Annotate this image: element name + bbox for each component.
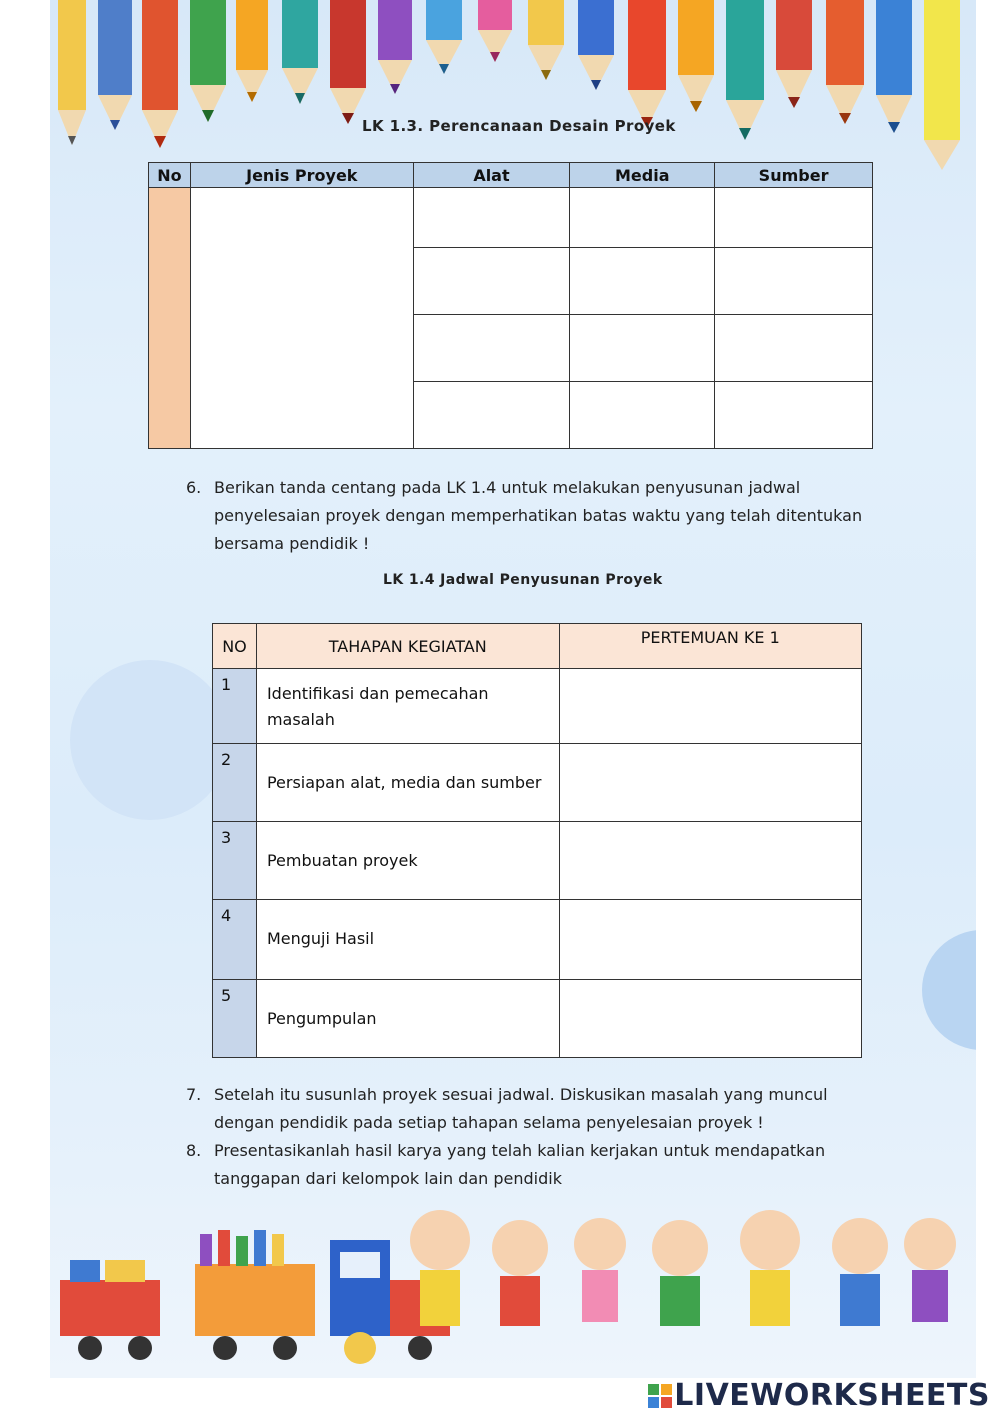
instruction-number: 7. <box>186 1085 202 1104</box>
pencil-icon <box>58 0 86 145</box>
train-icon <box>60 1230 450 1364</box>
source-cell[interactable] <box>715 248 873 315</box>
instruction-line: Setelah itu susunlah proyek sesuai jadwal. Diskusikan masalah yang muncul <box>214 1085 828 1104</box>
stage-label: Menguji Hasil <box>256 900 559 980</box>
children-train-illustration <box>50 1200 976 1378</box>
pencil-icon <box>876 0 912 133</box>
meeting-check-cell[interactable] <box>559 669 861 744</box>
row-number: 5 <box>213 980 257 1058</box>
bubble-decoration <box>70 660 230 820</box>
meeting-check-cell[interactable] <box>559 822 861 900</box>
pencil-icon <box>98 0 132 130</box>
lk13-title: LK 1.3. Perencanaan Desain Proyek <box>362 117 676 135</box>
instruction-line: Berikan tanda centang pada LK 1.4 untuk melakukan penyusunan jadwal <box>214 478 801 497</box>
column-header-source: Sumber <box>715 163 873 188</box>
column-header-no: No <box>149 163 191 188</box>
lk14-schedule-table <box>212 623 862 1058</box>
pencil-icon <box>190 0 226 122</box>
instruction-item-8 <box>186 1137 870 1193</box>
pencil-icon <box>478 0 512 62</box>
tools-cell[interactable] <box>413 315 570 382</box>
table-row <box>213 900 862 980</box>
source-cell[interactable] <box>715 315 873 382</box>
row-number: 2 <box>213 744 257 822</box>
children-icon <box>410 1210 956 1326</box>
pencil-icon <box>578 0 614 90</box>
row-number: 1 <box>213 669 257 744</box>
stage-label: Pengumpulan <box>256 980 559 1058</box>
source-cell[interactable] <box>715 188 873 248</box>
pencil-icon <box>726 0 764 140</box>
meeting-check-cell[interactable] <box>559 900 861 980</box>
pencil-icon <box>378 0 412 94</box>
bubble-decoration <box>922 930 976 1050</box>
meeting-check-cell[interactable] <box>559 980 861 1058</box>
instruction-item-7 <box>186 1081 870 1137</box>
instruction-line: dengan pendidik pada setiap tahapan selama penyelesaian proyek ! <box>214 1113 764 1132</box>
table-header-row <box>149 163 873 188</box>
media-cell[interactable] <box>570 248 715 315</box>
stage-label: Pembuatan proyek <box>256 822 559 900</box>
lk14-title: LK 1.4 Jadwal Penyusunan Proyek <box>383 572 663 588</box>
table-row <box>213 744 862 822</box>
instruction-number: 8. <box>186 1141 202 1160</box>
pencil-icon <box>776 0 812 108</box>
table-row <box>213 822 862 900</box>
table-header-row <box>213 624 862 669</box>
pencil-icon <box>678 0 714 112</box>
column-header-tools: Alat <box>413 163 570 188</box>
stage-label: Persiapan alat, media dan sumber <box>256 744 559 822</box>
instruction-line: penyelesaian proyek dengan memperhatikan batas waktu yang telah ditentukan <box>214 506 863 525</box>
pencil-icon <box>426 0 462 74</box>
table-row <box>213 980 862 1058</box>
no-cell[interactable] <box>149 188 191 449</box>
table-row <box>213 669 862 744</box>
instruction-line: Presentasikanlah hasil karya yang telah kalian kerjakan untuk mendapatkan <box>214 1141 826 1160</box>
row-number: 4 <box>213 900 257 980</box>
meeting-check-cell[interactable] <box>559 744 861 822</box>
table-row <box>149 188 873 248</box>
pencils-decoration <box>50 0 976 170</box>
media-cell[interactable] <box>570 382 715 449</box>
column-header-no: NO <box>213 624 257 669</box>
stage-label: Identifikasi dan pemecahan masalah <box>256 669 559 744</box>
instruction-item-6 <box>186 474 870 558</box>
column-header-media: Media <box>570 163 715 188</box>
liveworksheets-logo <box>648 1378 990 1413</box>
liveworksheets-logo-icon <box>648 1384 672 1408</box>
tools-cell[interactable] <box>413 248 570 315</box>
source-cell[interactable] <box>715 382 873 449</box>
tools-cell[interactable] <box>413 382 570 449</box>
pencil-icon <box>236 0 268 102</box>
pencil-icon <box>330 0 366 124</box>
row-number: 3 <box>213 822 257 900</box>
lk13-project-design-table <box>148 162 873 449</box>
tools-cell[interactable] <box>413 188 570 248</box>
instruction-number: 6. <box>186 478 202 497</box>
instruction-line: bersama pendidik ! <box>214 534 370 553</box>
media-cell[interactable] <box>570 188 715 248</box>
column-header-meeting: PERTEMUAN KE 1 <box>559 624 861 669</box>
pencil-icon <box>924 0 960 170</box>
pencil-icon <box>826 0 864 124</box>
pencil-icon <box>142 0 178 148</box>
column-header-project-type: Jenis Proyek <box>190 163 413 188</box>
pencil-icon <box>528 0 564 80</box>
pencil-icon <box>628 0 666 128</box>
project-type-cell[interactable] <box>190 188 413 449</box>
instruction-line: tanggapan dari kelompok lain dan pendidik <box>214 1169 562 1188</box>
column-header-stage: TAHAPAN KEGIATAN <box>256 624 559 669</box>
brand-name: LIVEWORKSHEETS <box>674 1378 990 1413</box>
media-cell[interactable] <box>570 315 715 382</box>
pencil-icon <box>282 0 318 104</box>
